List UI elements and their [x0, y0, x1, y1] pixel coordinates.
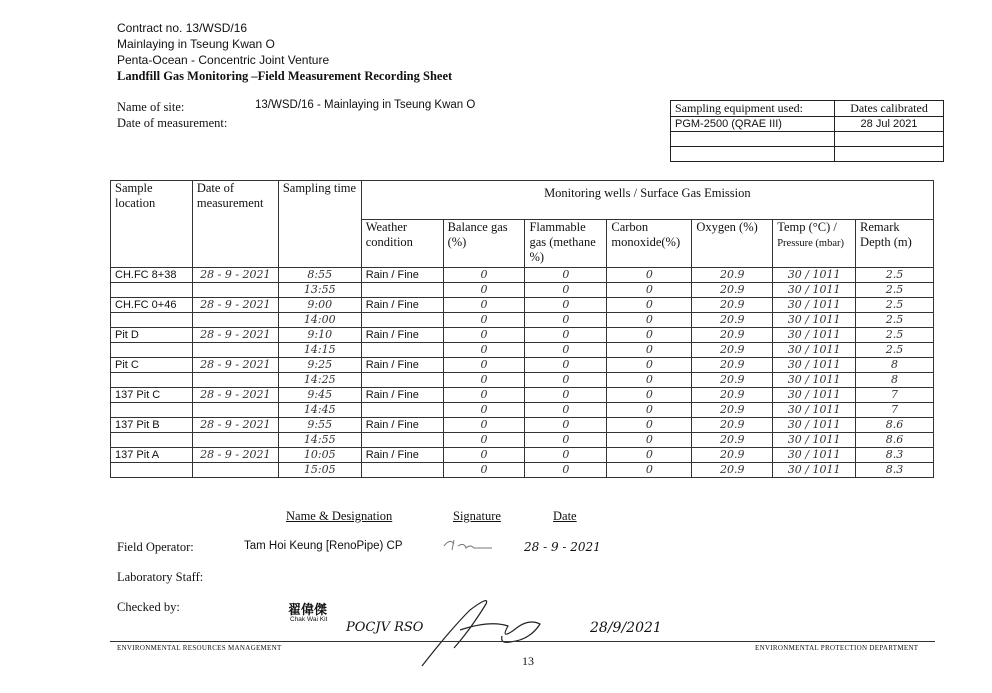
remark-cell: 2.5	[856, 343, 934, 358]
temp-pressure-cell: 30 / 1011	[773, 268, 856, 283]
balance-cell: 0	[443, 433, 525, 448]
weather-cell	[361, 433, 443, 448]
temp-pressure-cell: 30 / 1011	[773, 328, 856, 343]
time-cell: 9:00	[278, 298, 361, 313]
flammable-cell: 0	[525, 283, 607, 298]
footer-left: ENVIRONMENTAL RESOURCES MANAGEMENT	[117, 644, 282, 652]
header-weather: Weather condition	[361, 220, 443, 268]
remark-cell: 8.6	[856, 418, 934, 433]
header-temp-label: Temp (°C) /	[777, 220, 837, 234]
flammable-cell: 0	[525, 328, 607, 343]
location-cell: Pit D	[111, 328, 193, 343]
checked-date: 28/9/2021	[590, 620, 662, 636]
flammable-cell: 0	[525, 313, 607, 328]
remark-cell: 8.6	[856, 433, 934, 448]
time-cell: 9:25	[278, 358, 361, 373]
table-row	[111, 283, 934, 298]
location-cell	[111, 343, 193, 358]
flammable-cell: 0	[525, 343, 607, 358]
date-cell: 28 - 9 - 2021	[192, 328, 278, 343]
oxygen-cell: 20.9	[692, 358, 773, 373]
location-cell: 137 Pit A	[111, 448, 193, 463]
table-row	[111, 373, 934, 388]
temp-pressure-cell: 30 / 1011	[773, 358, 856, 373]
date-cell: 28 - 9 - 2021	[192, 298, 278, 313]
date-cell	[192, 463, 278, 478]
footer-right: ENVIRONMENTAL PROTECTION DEPARTMENT	[755, 644, 919, 652]
empty-cell	[835, 132, 944, 147]
balance-cell: 0	[443, 448, 525, 463]
oxygen-cell: 20.9	[692, 328, 773, 343]
weather-cell: Rain / Fine	[361, 298, 443, 313]
co-cell: 0	[607, 298, 692, 313]
table-row	[111, 268, 934, 283]
checked-by-signature	[410, 590, 560, 670]
page-number: 13	[522, 654, 534, 668]
header-pressure-label: Pressure (mbar)	[777, 238, 844, 249]
time-cell: 9:10	[278, 328, 361, 343]
time-cell: 9:55	[278, 418, 361, 433]
time-cell: 13:55	[278, 283, 361, 298]
temp-pressure-cell: 30 / 1011	[773, 418, 856, 433]
location-cell: 137 Pit B	[111, 418, 193, 433]
date-cell: 28 - 9 - 2021	[192, 268, 278, 283]
table-row	[111, 403, 934, 418]
table-row	[111, 313, 934, 328]
date-cell	[192, 313, 278, 328]
co-cell: 0	[607, 403, 692, 418]
flammable-cell: 0	[525, 448, 607, 463]
contract-number: Contract no. 13/WSD/16	[117, 21, 248, 35]
location-cell	[111, 463, 193, 478]
location-cell	[111, 283, 193, 298]
header-group: Monitoring wells / Surface Gas Emission	[361, 181, 933, 220]
checked-by-label: Checked by:	[117, 600, 180, 614]
table-row	[111, 388, 934, 403]
remark-cell: 8.3	[856, 463, 934, 478]
oxygen-cell: 20.9	[692, 298, 773, 313]
measurement-date-label: Date of measurement:	[117, 116, 228, 130]
temp-pressure-cell: 30 / 1011	[773, 373, 856, 388]
co-cell: 0	[607, 313, 692, 328]
oxygen-cell: 20.9	[692, 268, 773, 283]
co-cell: 0	[607, 358, 692, 373]
date-cell	[192, 433, 278, 448]
oxygen-cell: 20.9	[692, 283, 773, 298]
balance-cell: 0	[443, 418, 525, 433]
oxygen-cell: 20.9	[692, 448, 773, 463]
table-row	[111, 448, 934, 463]
checked-name: Chak Wai Kit	[290, 616, 328, 623]
header-remark: Remark Depth (m)	[856, 220, 934, 268]
location-cell: CH.FC 8+38	[111, 268, 193, 283]
date-header: Date	[553, 509, 577, 523]
date-cell	[192, 343, 278, 358]
date-cell	[192, 403, 278, 418]
weather-cell	[361, 283, 443, 298]
date-cell	[192, 283, 278, 298]
location-cell	[111, 373, 193, 388]
temp-pressure-cell: 30 / 1011	[773, 403, 856, 418]
temp-pressure-cell: 30 / 1011	[773, 298, 856, 313]
balance-cell: 0	[443, 283, 525, 298]
equipment-device: PGM-2500 (QRAE III)	[671, 117, 835, 132]
date-cell: 28 - 9 - 2021	[192, 448, 278, 463]
field-operator-date: 28 - 9 - 2021	[524, 540, 601, 554]
document-header	[117, 20, 452, 84]
weather-cell: Rain / Fine	[361, 418, 443, 433]
location-cell: Pit C	[111, 358, 193, 373]
remark-cell: 2.5	[856, 268, 934, 283]
table-row	[111, 358, 934, 373]
table-row	[111, 343, 934, 358]
co-cell: 0	[607, 343, 692, 358]
header-time: Sampling time	[278, 181, 361, 268]
measurement-table	[110, 180, 934, 478]
balance-cell: 0	[443, 343, 525, 358]
time-cell: 14:45	[278, 403, 361, 418]
header-date: Date of measurement	[192, 181, 278, 268]
table-row	[111, 298, 934, 313]
oxygen-cell: 20.9	[692, 388, 773, 403]
temp-pressure-cell: 30 / 1011	[773, 463, 856, 478]
balance-cell: 0	[443, 403, 525, 418]
location-cell	[111, 433, 193, 448]
remark-cell: 8	[856, 358, 934, 373]
remark-cell: 8	[856, 373, 934, 388]
header-location: Sample location	[111, 181, 193, 268]
date-cell: 28 - 9 - 2021	[192, 388, 278, 403]
balance-cell: 0	[443, 313, 525, 328]
site-name-value: 13/WSD/16 - Mainlaying in Tseung Kwan O	[255, 99, 476, 111]
balance-cell: 0	[443, 388, 525, 403]
co-cell: 0	[607, 463, 692, 478]
equipment-header: Sampling equipment used:	[671, 101, 835, 117]
temp-pressure-cell: 30 / 1011	[773, 343, 856, 358]
temp-pressure-cell: 30 / 1011	[773, 313, 856, 328]
weather-cell	[361, 373, 443, 388]
time-cell: 15:05	[278, 463, 361, 478]
balance-cell: 0	[443, 268, 525, 283]
table-row	[111, 418, 934, 433]
site-name-label: Name of site:	[117, 100, 185, 114]
signature-header: Signature	[453, 509, 501, 523]
location-cell	[111, 403, 193, 418]
header-balance: Balance gas (%)	[443, 220, 525, 268]
temp-pressure-cell: 30 / 1011	[773, 283, 856, 298]
field-operator-label: Field Operator:	[117, 540, 194, 554]
flammable-cell: 0	[525, 358, 607, 373]
co-cell: 0	[607, 283, 692, 298]
time-cell: 9:45	[278, 388, 361, 403]
checked-org: POCJV RSO	[346, 620, 424, 635]
temp-pressure-cell: 30 / 1011	[773, 433, 856, 448]
flammable-cell: 0	[525, 433, 607, 448]
date-cell	[192, 373, 278, 388]
remark-cell: 7	[856, 403, 934, 418]
header-oxygen: Oxygen (%)	[692, 220, 773, 268]
co-cell: 0	[607, 328, 692, 343]
oxygen-cell: 20.9	[692, 373, 773, 388]
equipment-table	[670, 100, 944, 162]
balance-cell: 0	[443, 298, 525, 313]
empty-cell	[835, 147, 944, 162]
name-designation-header: Name & Designation	[286, 509, 393, 523]
co-cell: 0	[607, 448, 692, 463]
table-row	[111, 433, 934, 448]
header-flammable: Flammable gas (methane %)	[525, 220, 607, 268]
calibration-date: 28 Jul 2021	[835, 117, 944, 132]
checked-chinese-name: 翟偉傑	[288, 603, 328, 618]
weather-cell	[361, 403, 443, 418]
oxygen-cell: 20.9	[692, 463, 773, 478]
remark-cell: 7	[856, 388, 934, 403]
location-cell: CH.FC 0+46	[111, 298, 193, 313]
calibration-header: Dates calibrated	[835, 101, 944, 117]
flammable-cell: 0	[525, 268, 607, 283]
flammable-cell: 0	[525, 388, 607, 403]
time-cell: 14:15	[278, 343, 361, 358]
header-temp	[773, 220, 856, 268]
time-cell: 14:00	[278, 313, 361, 328]
oxygen-cell: 20.9	[692, 433, 773, 448]
temp-pressure-cell: 30 / 1011	[773, 388, 856, 403]
weather-cell	[361, 463, 443, 478]
balance-cell: 0	[443, 463, 525, 478]
weather-cell: Rain / Fine	[361, 388, 443, 403]
co-cell: 0	[607, 418, 692, 433]
flammable-cell: 0	[525, 373, 607, 388]
remark-cell: 2.5	[856, 313, 934, 328]
weather-cell: Rain / Fine	[361, 358, 443, 373]
balance-cell: 0	[443, 358, 525, 373]
footer-divider	[110, 641, 935, 642]
balance-cell: 0	[443, 328, 525, 343]
flammable-cell: 0	[525, 463, 607, 478]
co-cell: 0	[607, 268, 692, 283]
weather-cell: Rain / Fine	[361, 448, 443, 463]
weather-cell: Rain / Fine	[361, 268, 443, 283]
sheet-title: Landfill Gas Monitoring –Field Measurement Recording Sheet	[117, 69, 453, 83]
oxygen-cell: 20.9	[692, 313, 773, 328]
location-cell: 137 Pit C	[111, 388, 193, 403]
field-operator-signature	[440, 536, 500, 554]
site-info	[117, 99, 227, 131]
flammable-cell: 0	[525, 298, 607, 313]
empty-cell	[671, 147, 835, 162]
remark-cell: 8.3	[856, 448, 934, 463]
time-cell: 14:55	[278, 433, 361, 448]
co-cell: 0	[607, 373, 692, 388]
remark-cell: 2.5	[856, 328, 934, 343]
weather-cell	[361, 313, 443, 328]
project-name: Mainlaying in Tseung Kwan O	[117, 37, 275, 51]
co-cell: 0	[607, 433, 692, 448]
contractor-name: Penta-Ocean - Concentric Joint Venture	[117, 53, 330, 67]
co-cell: 0	[607, 388, 692, 403]
field-operator-name: Tam Hoi Keung [RenoPipe) CP	[244, 540, 403, 552]
date-cell: 28 - 9 - 2021	[192, 418, 278, 433]
flammable-cell: 0	[525, 403, 607, 418]
location-cell	[111, 313, 193, 328]
balance-cell: 0	[443, 373, 525, 388]
oxygen-cell: 20.9	[692, 343, 773, 358]
date-cell: 28 - 9 - 2021	[192, 358, 278, 373]
time-cell: 8:55	[278, 268, 361, 283]
oxygen-cell: 20.9	[692, 418, 773, 433]
table-row	[111, 328, 934, 343]
laboratory-staff-label: Laboratory Staff:	[117, 570, 204, 584]
time-cell: 10:05	[278, 448, 361, 463]
oxygen-cell: 20.9	[692, 403, 773, 418]
time-cell: 14:25	[278, 373, 361, 388]
temp-pressure-cell: 30 / 1011	[773, 448, 856, 463]
remark-cell: 2.5	[856, 283, 934, 298]
weather-cell: Rain / Fine	[361, 328, 443, 343]
header-co: Carbon monoxide(%)	[607, 220, 692, 268]
weather-cell	[361, 343, 443, 358]
flammable-cell: 0	[525, 418, 607, 433]
remark-cell: 2.5	[856, 298, 934, 313]
empty-cell	[671, 132, 835, 147]
table-row	[111, 463, 934, 478]
